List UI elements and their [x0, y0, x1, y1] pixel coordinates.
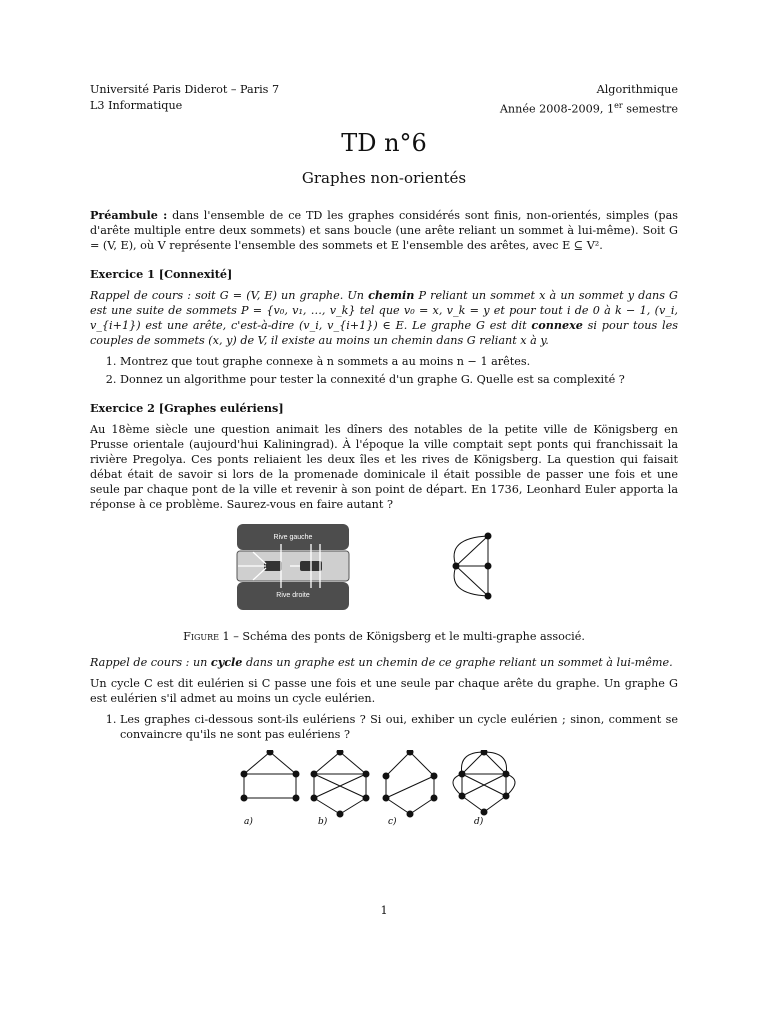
graphs-figure: [90, 750, 678, 840]
academic-year: Année 2008-2009, 1er semestre: [499, 101, 678, 116]
graph-d-vertices: [459, 750, 510, 816]
cycle-definition: Un cycle C est dit eulérien si C passe une fois et une seule par chaque arête du graphe. Un graphe G est eulérien s'il admet au moins un cycle eulérien.: [90, 677, 678, 705]
list-item: 1. Montrez que tout graphe connexe à n sommets a au moins n − 1 arêtes.: [120, 354, 678, 369]
graph-label-b: b): [318, 817, 328, 827]
graph-label-d: d): [474, 817, 484, 827]
page-number: 1: [380, 904, 388, 917]
graph-c-vertices: [383, 750, 438, 818]
graphs-svg: [90, 750, 678, 840]
header-right: [500, 82, 678, 118]
page-subtitle: Graphes non-orientés: [301, 169, 467, 187]
exercise1-rappel: Rappel de cours : soit G = (V, E) un graphe. Un chemin P reliant un sommet x à un sommet y dans G est une suite de sommets P = {v₀, v₁, …, v_k} tel que v₀ = x, v_k = y et pour tout i de 0 à k − 1, (v_i, v_{i+1}) est une arête, c'est-à-dire (v_i, v_{i+1}) ∈ E. Le graphe G est dit connexe si pour tous les couples de sommets (x, y) de V, il existe au moins un chemin dans G reliant x à y.: [90, 288, 678, 347]
list-item: 1. Les graphes ci-dessous sont-ils eulériens ? Si oui, exhiber un cycle eulérien ; sinon, comment se convaincre qu'ils ne sont pas eulériens ?: [120, 712, 678, 742]
list-item: 2. Donnez un algorithme pour tester la connexité d'un graphe G. Quelle est sa complexité ?: [120, 372, 678, 387]
graph-a: [244, 752, 296, 798]
graph-label-c: c): [388, 817, 397, 827]
graph-d: [453, 752, 515, 812]
figure-1: [90, 524, 678, 616]
university-name: Université Paris Diderot – Paris 7: [90, 83, 280, 96]
exercise2-list: [90, 712, 678, 742]
graph-a-vertices: [241, 750, 300, 802]
exercise1-heading: Exercice 1 [Connexité]: [90, 267, 233, 281]
graph-label-a: a): [244, 817, 253, 827]
island-1: [264, 561, 282, 571]
preamble-label: Préambule :: [90, 208, 168, 222]
page-title: TD n°6: [341, 129, 427, 157]
exercise2-rappel: Rappel de cours : un cycle dans un graphe est un chemin de ce graphe reliant un sommet à lui-même.: [90, 655, 673, 669]
exercise2-heading: Exercice 2 [Graphes eulériens]: [90, 401, 284, 415]
exercise2-intro: Au 18ème siècle une question animait les dîners des notables de la petite ville de Königsberg en Prusse orientale (aujourd'hui Kaliningrad). À l'époque la ville comptait sept ponts qui franchissait la rivière Pregolya. Ces ponts reliaient les deux îles et les rives de Königsberg. La question qui faisait débat était de savoir si lors de la promenade dominicale il était possible de passer une fois et une seule par chaque pont de la ville et revenir à son point de départ. En 1736, Leonhard Euler apporta la réponse à ce problème. Saurez-vous en faire autant ?: [90, 423, 678, 511]
page-header: [90, 82, 678, 116]
exercise1-list: [90, 354, 678, 387]
graph-b-vertices: [311, 750, 370, 818]
graph-c: [386, 752, 434, 814]
preamble-paragraph: [90, 208, 678, 253]
graph-b: [314, 752, 366, 814]
preamble-text: dans l'ensemble de ce TD les graphes considérés sont finis, non-orientés, simples (pas d'arête multiple entre deux sommets) et sans boucle (une arête reliant un sommet à lui-même). Soit G = (V, E), où V représente l'ensemble des sommets et E l'ensemble des arêtes, avec E ⊆ V².: [90, 209, 678, 252]
koenigsberg-figure: [90, 524, 678, 616]
map-label-top: Rive gauche: [273, 534, 313, 541]
map-label-bottom: Rive droite: [276, 592, 310, 599]
course-name: Algorithmique: [596, 83, 678, 96]
figure-caption: Figure 1 – Schéma des ponts de Königsberg et le multi-graphe associé.: [183, 630, 585, 643]
document-page: [90, 82, 678, 840]
header-left: [90, 82, 279, 114]
program-name: L3 Informatique: [90, 99, 183, 112]
